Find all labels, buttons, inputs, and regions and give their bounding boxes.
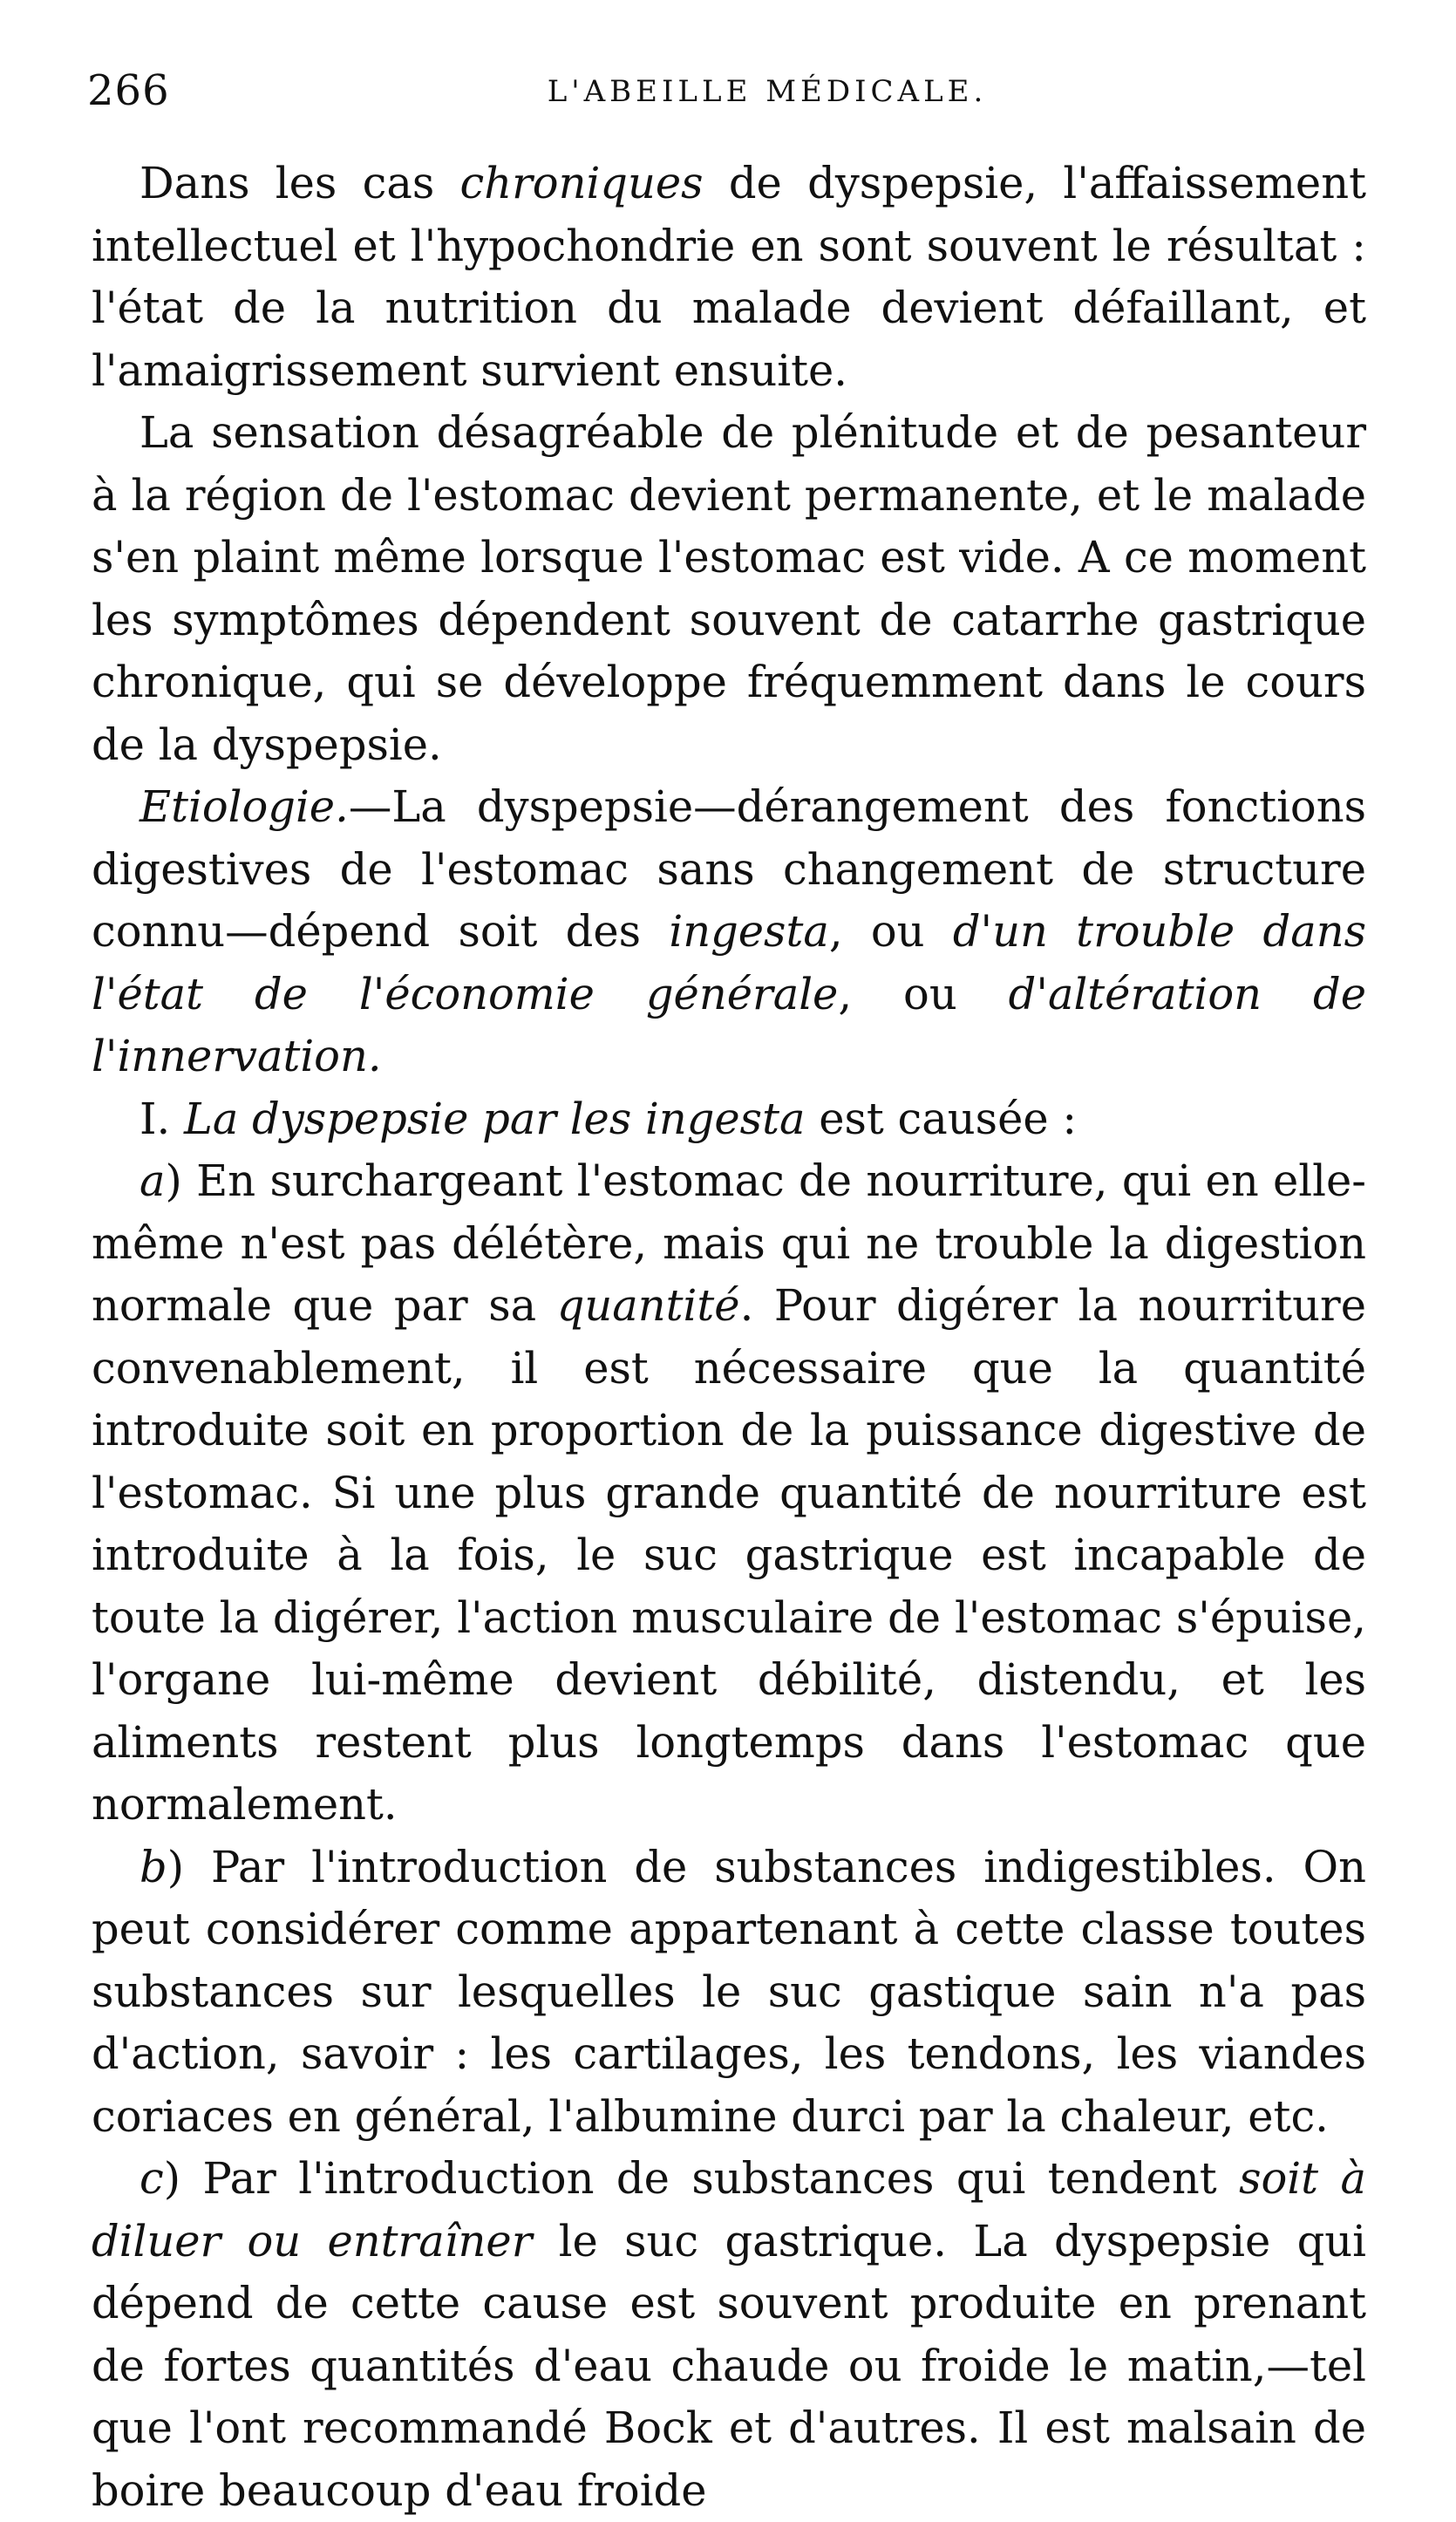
running-title: L'ABEILLE MÉDICALE. [547,74,988,109]
paragraph [92,1150,1366,1837]
italic-text: chroniques [459,158,704,208]
text-run: Dans les cas [139,158,460,208]
text-run: , ou [838,968,1009,1019]
italic-text: La dyspepsie par les ingesta [184,1093,806,1144]
italic-text: ingesta [669,906,829,957]
italic-text: Etiologie. [139,781,349,832]
text-run: , ou [828,906,953,957]
body-text [92,153,1366,2522]
text-run: ) En surchargeant l'estomac de nourriture, qui en elle-même n'est pas délétère, mais qui ne trouble la digestion normale que par sa [92,1155,1366,1331]
paragraph [92,2148,1366,2522]
text-run: La sensation désagréable de plénitude et de pesanteur à la région de l'estomac devient permanente, et le malade s'en plaint même lorsque l'estomac est vide. A ce moment les symptômes dépendent souvent de catarrhe gastrique chronique, qui se développe fréquemment dans le cours de la dyspepsie. [92,407,1366,770]
paragraph [92,1837,1366,2149]
page-number: 266 [87,66,170,115]
text-run: . Pour digérer la nourriture convenablement, il est nécessaire que la quantité introduite soit en proportion de la puissance digestive de l'estomac. Si une plus grande quantité de nourriture est introduite à la fois, le suc gastrique est incapable de toute la digérer, l'action musculaire de l'estomac s'épuise, l'organe lui-même devient débilité, distendu, et les aliments restent plus longtemps dans l'estomac que normalement. [92,1280,1366,1830]
italic-text: quantité [556,1280,740,1331]
paragraph [92,1088,1366,1151]
paragraph [92,153,1366,402]
italic-text: b [139,1841,167,1892]
text-run: I. [139,1093,185,1144]
page-header [87,52,1360,122]
text-run: le suc gastrique. La dyspepsie qui dépend de cette cause est souvent produite en prenant de fortes quantités d'eau chaude ou froide le matin,—tel que l'ont recommandé Bock et d'autres. Il est malsain de boire beaucoup d'eau froide [92,2215,1367,2516]
paragraph [92,402,1366,776]
text-run: —La dyspepsie—dérangement des fonctions digestives de l'estomac sans changement de structure connu—dépend soit des [92,781,1366,957]
italic-text: d'un trouble dans l'état de l'économie générale [92,906,1366,1019]
text-run: de dyspepsie, l'affaissement intellectuel et l'hypochondrie en sont souvent le résultat : l'état de la nutrition du malade devient défaillant, et l'amaigrissement survient ensuite. [92,158,1366,396]
italic-text: a [139,1155,166,1206]
italic-text: c [139,2153,164,2204]
text-run: ) Par l'introduction de substances indigestibles. On peut considérer comme appartenant à cette classe toutes substances sur lesquelles le suc gastique sain n'a pas d'action, savoir : les cartilages, les tendons, les viandes coriaces en général, l'albumine durci par la chaleur, etc. [92,1841,1366,2142]
text-run: est causée : [805,1093,1078,1144]
paragraph [92,776,1366,1088]
italic-text: d'altération de l'innervation. [92,968,1366,1081]
text-run: ) Par l'introduction de substances qui tendent [163,2153,1240,2204]
italic-text: soit à diluer ou entraîner [92,2153,1366,2266]
